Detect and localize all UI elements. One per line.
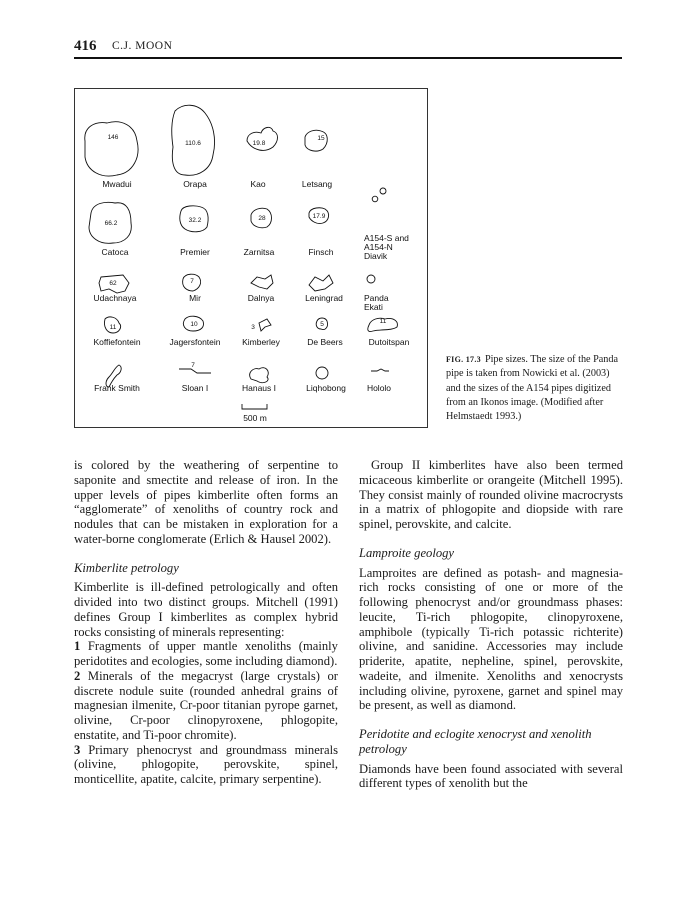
section-heading-kimberlite-petrology: Kimberlite petrology: [74, 560, 179, 575]
pipe-size-zarnitsa: 28: [258, 215, 266, 222]
left-paragraph-1: is colored by the weathering of serpentine to saponite and smectite and release of iron. In the upper levels of pipes kimberlite often forms an “agglomerate” of xenoliths of country rock and nodules that can be mistaken in exploration for a water-borne conglomerate (Erlich & Hausel 2002).: [74, 458, 338, 546]
pipe-label-hololo: Hololo: [366, 383, 392, 393]
pipe-size-kimberley: 3: [251, 324, 255, 331]
pipe-outline-panda: [367, 275, 375, 283]
pipe-label-diavik-line2: A154-N: [364, 242, 393, 252]
pipe-size-premier: 32.2: [188, 217, 202, 224]
pipe-outline-hanaus-i: [250, 368, 269, 383]
pipe-label-mwadui: Mwadui: [102, 179, 132, 189]
pipe-label-leningrad: Leningrad: [305, 293, 343, 303]
pipe-label-hanaus-i: Hanaus I: [241, 383, 277, 393]
scale-bar: [242, 404, 267, 409]
pipe-label-letsang: Letsang: [301, 179, 333, 189]
pipe-label-diavik-line3: Diavik: [364, 251, 388, 261]
pipe-size-catoca: 66.2: [104, 220, 118, 227]
pipe-outline-hololo: [371, 369, 389, 371]
list-item-2: [74, 669, 338, 743]
list-item-1-number: 1: [74, 639, 81, 654]
pipe-size-dutoitspan: 11: [379, 318, 387, 325]
pipe-label-diavik-line1: A154-S and: [364, 233, 409, 243]
header-rule: [74, 57, 622, 59]
pipe-label-udachnaya: Udachnaya: [93, 293, 137, 303]
pipe-label-liqhobong: Liqhobong: [306, 383, 346, 393]
pipe-size-mwadui: 146: [107, 134, 119, 141]
pipe-label-orapa: Orapa: [183, 179, 207, 189]
list-item-3-text: Primary phenocryst and groundmass minerals (olivine, phlogopite, perovskite, spinel, monticellite, apatite, calcite, primary serpentine).: [74, 742, 338, 786]
pipe-label-panda-line1: Panda: [364, 293, 389, 303]
pipe-size-sloan-i: 7: [191, 362, 195, 369]
pipe-label-kao: Kao: [250, 179, 266, 189]
pipe-size-jagersfontein: 10: [190, 321, 198, 328]
pipe-label-kimberley: Kimberley: [242, 337, 280, 347]
list-item-2-text: Minerals of the megacryst (large crystals) or discrete nodule suite (rounded anhedral grains of magnesian ilmenite, Cr-poor titanian pyrope garnet, olivine, Cr-poor clinopyroxene, phlogopite, enstatite, and Ti-poor chromite).: [74, 668, 338, 742]
left-column: [74, 458, 338, 787]
list-item-1: [74, 639, 338, 669]
pipe-size-finsch: 17.9: [312, 213, 326, 220]
pipe-label-panda-line2: Ekati: [364, 302, 383, 312]
right-paragraph-2: Lamproites are defined as potash- and magnesia-rich rocks consisting of one or more of the following phenocryst and/or groundmass phases: leucite, Ti-rich phlogopite, clinopyroxene, amphibole (typically Ti-rich potassic richterite) olivine, and sanidine. Accessories may include priderite, apatite, nepheline, spinel, perovskite, wadeite, and ilmenite. Xenoliths and xenocrysts including olivine, pyroxene, garnet and spinel may be present, as well as diamond.: [359, 565, 623, 713]
figure-pipe-sizes: [74, 88, 428, 428]
pipe-size-orapa: 110.6: [185, 140, 201, 147]
pipe-label-koffiefontein: Koffiefontein: [93, 337, 141, 347]
figure-caption-label: FIG. 17.3: [446, 355, 481, 364]
section-heading-lamproite-geology: Lamproite geology: [359, 545, 455, 560]
page-number: 416: [74, 38, 97, 54]
pipe-label-frank-smith: Frank Smith: [94, 383, 140, 393]
section-heading-peridotite-eclogite: Peridotite and eclogite xenocryst and xenolith petrology: [359, 727, 592, 756]
page-header: [74, 38, 622, 58]
pipe-outline-a154-s: [372, 196, 378, 202]
list-item-1-text: Fragments of upper mantle xenoliths (mainly peridotites and ecologies, some including diamond).: [74, 639, 338, 668]
pipe-size-de-beers: 5: [320, 321, 324, 328]
pipe-label-mir: Mir: [189, 293, 201, 303]
pipe-outline-liqhobong: [316, 367, 328, 379]
pipe-outline-leningrad: [309, 275, 333, 291]
pipe-outline-sloan-i: [179, 369, 211, 373]
pipe-outline-a154-n: [380, 188, 386, 194]
pipe-size-kao: 19.8: [252, 140, 266, 147]
pipe-label-finsch: Finsch: [308, 247, 334, 257]
pipe-outline-mwadui: [85, 122, 138, 176]
pipe-outline-kimberley: [259, 319, 271, 331]
right-paragraph-1: Group II kimberlites have also been termed micaceous kimberlite or orangeite (Mitchell 1995). They consist mainly of rounded olivine macrocrysts in a matrix of phlogopite and diopside with rare spinel, perovskite, and calcite.: [359, 458, 623, 531]
figure-caption: [446, 353, 624, 424]
list-item-3: [74, 743, 338, 787]
pipe-size-letsang: 15: [317, 135, 325, 142]
pipe-size-koffiefontein: 11: [109, 324, 117, 331]
list-item-2-number: 2: [74, 668, 81, 683]
pipe-label-sloan-i: Sloan I: [181, 383, 209, 393]
pipe-outline-dalnya: [251, 275, 273, 289]
pipe-label-dutoitspan: Dutoitspan: [368, 337, 410, 347]
pipe-label-de-beers: De Beers: [307, 337, 343, 347]
pipe-label-catoca: Catoca: [101, 247, 129, 257]
list-item-3-number: 3: [74, 742, 81, 757]
figure-caption-text: Pipe sizes. The size of the Panda pipe is taken from Nowicki et al. (2003) and the sizes of the A154 pipes digitized from an Ikonos image. (Modified after Helmstaedt 1993.): [446, 354, 619, 423]
pipe-label-jagersfontein: Jagersfontein: [169, 337, 221, 347]
right-paragraph-3: Diamonds have been found associated with several different types of xenolith but the: [359, 761, 623, 791]
pipe-label-zarnitsa: Zarnitsa: [243, 247, 275, 257]
scale-bar-label: 500 m: [243, 413, 267, 423]
pipe-label-premier: Premier: [180, 247, 210, 257]
left-paragraph-2: Kimberlite is ill-defined petrologically and often divided into two distinct groups. Mitchell (1991) defines Group I kimberlites as complex hybrid rocks consisting of minerals representing:: [74, 580, 338, 639]
running-head-author: C.J. MOON: [112, 40, 173, 52]
pipe-size-udachnaya: 62: [109, 280, 117, 287]
right-column: [359, 458, 623, 791]
pipe-label-dalnya: Dalnya: [247, 293, 275, 303]
pipe-outline-diagram: [75, 89, 429, 429]
pipe-size-mir: 7: [190, 278, 194, 285]
